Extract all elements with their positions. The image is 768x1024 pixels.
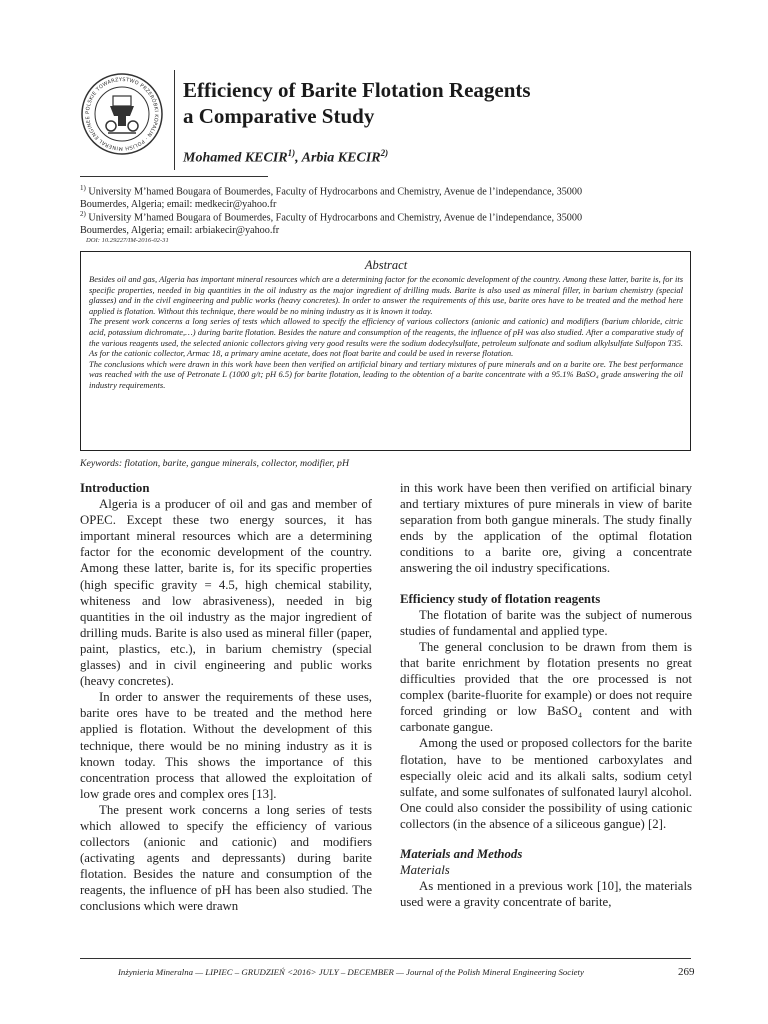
section-heading-introduction: Introduction bbox=[80, 481, 150, 495]
body-paragraph: Algeria is a producer of oil and gas and member of OPEC. Except these two energy sources, it has important mineral resources which are a determining factor for the economic development of the country. Among these latter, barite is, for its specific properties (high specific gravity = 4.5, high chemical stability, whiteness and low abrasiveness), needed in big quantities in the oil industry as the major ingredient of drilling muds. Barite is also used as mineral filler (paper, paint, plastics, etc.), in barium chemistry (special glasses) and in civil engineering and public works (heavy concretes). bbox=[80, 497, 372, 689]
body-paragraph: The general conclusion to be drawn from them is that barite enrichment by flotation presents no great difficulties provided that the ore processed is not complex (barite-fluorite for example) or does not require forced grinding or low BaSO₄ content and with carbonate gangue. bbox=[400, 639, 692, 735]
title-line-2: a Comparative Study bbox=[183, 104, 375, 128]
society-logo bbox=[80, 72, 164, 156]
subsection-heading-materials: Materials bbox=[400, 863, 450, 878]
affiliation-line: University M’hamed Bougara of Boumerdes, Faculty of Hydrocarbons and Chemistry, Avenue de l’independance, 35000 bbox=[85, 186, 583, 198]
title-vertical-rule bbox=[174, 70, 175, 170]
affiliation-marker: 2) bbox=[80, 210, 86, 218]
paper-title bbox=[183, 77, 743, 129]
author-separator: , bbox=[295, 150, 302, 166]
author-list bbox=[183, 148, 388, 167]
page-number: 269 bbox=[678, 966, 695, 978]
affiliation-line: University M’hamed Bougara of Boumerdes, Faculty of Hydrocarbons and Chemistry, Avenue de l’independance, 35000 bbox=[85, 212, 583, 224]
body-paragraph: As mentioned in a previous work [10], the materials used were a gravity concentrate of barite, bbox=[400, 879, 692, 910]
section-heading-materials-methods: Materials and Methods bbox=[400, 846, 523, 861]
affiliation-2 bbox=[80, 208, 700, 237]
abstract-box bbox=[80, 251, 691, 451]
section-heading-efficiency: Efficiency study of flotation reagents bbox=[400, 591, 601, 606]
affiliation-rule bbox=[80, 176, 268, 177]
abstract-paragraph: The conclusions which were drawn in this work have been then verified on artificial binary and tertiary mixtures of pure minerals and on a barite ore. The best performance was reached with the use of Petronate L (1000 g/t; pH 6.5) for barite flotation, leading to the obtention of a barite concentrate with a 95.1% BaSO₄ grade answering the oil industry requirements. bbox=[89, 358, 683, 390]
affiliation-marker: 1) bbox=[80, 184, 86, 192]
abstract-paragraph: The present work concerns a long series of tests which allowed to specify the efficiency of various collectors (anionic and cationic) and modifiers (barium chloride, citric acid, potassium dichromate,…) during barite flotation. Besides the nature and consumption of the reagents, the influence of pH was also studied. After a comparative study of the various reagents used, the selected anionic collectors giving very good results were the sodium dodecylsulfate, petroleum sulfonate and sodium alkylsulfate Sulfopon T35. As for the cationic collector, Armac 18, a primary amine acetate, does not float barite and could be used in reverse flotation. bbox=[89, 316, 683, 359]
svg-text:POLSKIE TOWARZYSTWO PRZERÓBKI: POLSKIE TOWARZYSTWO PRZERÓBKI KOPALIN · POLISH MINERAL ENGINEE bbox=[84, 76, 160, 152]
affiliation-line: Boumerdes, Algeria; email: arbiakecir@yahoo.fr bbox=[80, 225, 280, 237]
title-line-1: Efficiency of Barite Flotation Reagents bbox=[183, 78, 531, 102]
footer-rule bbox=[80, 958, 691, 959]
body-paragraph: Among the used or proposed collectors for the barite flotation, have to be mentioned carboxylates and especially oleic acid and its alkali salts, sodium cetyl sulfate, and some sulfonates of sulfonated lauryl alcohol. One could also consider the possibility of using cationic collectors (in the absence of a siliceous gangue) [2]. bbox=[400, 736, 692, 831]
body-column-left bbox=[80, 480, 372, 915]
body-paragraph: The present work concerns a long series of tests which allowed to specify the efficiency of various collectors (anionic and cationic) and modifiers (activating agents and depressants) during barite flotation. Besides the nature and consumption of the reagents, the influence of pH has been also studied. The conclusions which were drawn bbox=[80, 802, 372, 914]
abstract-paragraph: Besides oil and gas, Algeria has important mineral resources which are a determining factor for the economic development of the country. Among these latter, barite is, for its specific properties, needed in big quantities in the oil industry as the major ingredient of drilling muds. Barite is also used as mineral filler, in barium chemistry (special glasses) and in the civil engineering and public works (heavy concretes). In order to answer the requirements of this use, barite ores have to be treated and the method here applied is flotation. Without this technique, there would be no mining industry as it is known it today. bbox=[89, 274, 683, 316]
doi: DOI: 10.29227/IM-2016-02-31 bbox=[86, 237, 169, 244]
author-affiliation-marker: 2) bbox=[380, 148, 389, 158]
journal-footer: Inżynieria Mineralna — LIPIEC – GRUDZIEŃ <2016> JULY – DECEMBER — Journal of the Polish Mineral Engineering Society bbox=[118, 967, 584, 977]
author-name: Mohamed KECIR bbox=[183, 150, 288, 166]
author-name: Arbia KECIR bbox=[301, 150, 381, 166]
affiliation-line: Boumerdes, Algeria; email: medkecir@yahoo.fr bbox=[80, 199, 277, 211]
author-affiliation-marker: 1) bbox=[287, 148, 296, 158]
body-paragraph: The flotation of barite was the subject of numerous studies of fundamental and applied type. bbox=[400, 607, 692, 638]
keywords: Keywords: flotation, barite, gangue minerals, collector, modifier, pH bbox=[80, 458, 350, 469]
affiliation-1 bbox=[80, 182, 700, 211]
body-column-right bbox=[400, 480, 692, 910]
abstract-heading: Abstract bbox=[364, 258, 408, 272]
body-paragraph-continued: in this work have been then verified on artificial binary and tertiary mixtures of pure minerals in view of barite separation from both gangue minerals. The study finally ends by the application of the optimal flotation conditions to a barite ore, giving a concentrate answering the oil industry specifications. bbox=[400, 481, 692, 576]
body-paragraph: In order to answer the requirements of these uses, barite ores have to be treated and the method here applied is flotation. Without the development of this technique, there would be no mining industry as it is known today. This shows the importance of this concentration process that allowed the exploitation of low grade ores and complex ores [13]. bbox=[80, 690, 372, 801]
